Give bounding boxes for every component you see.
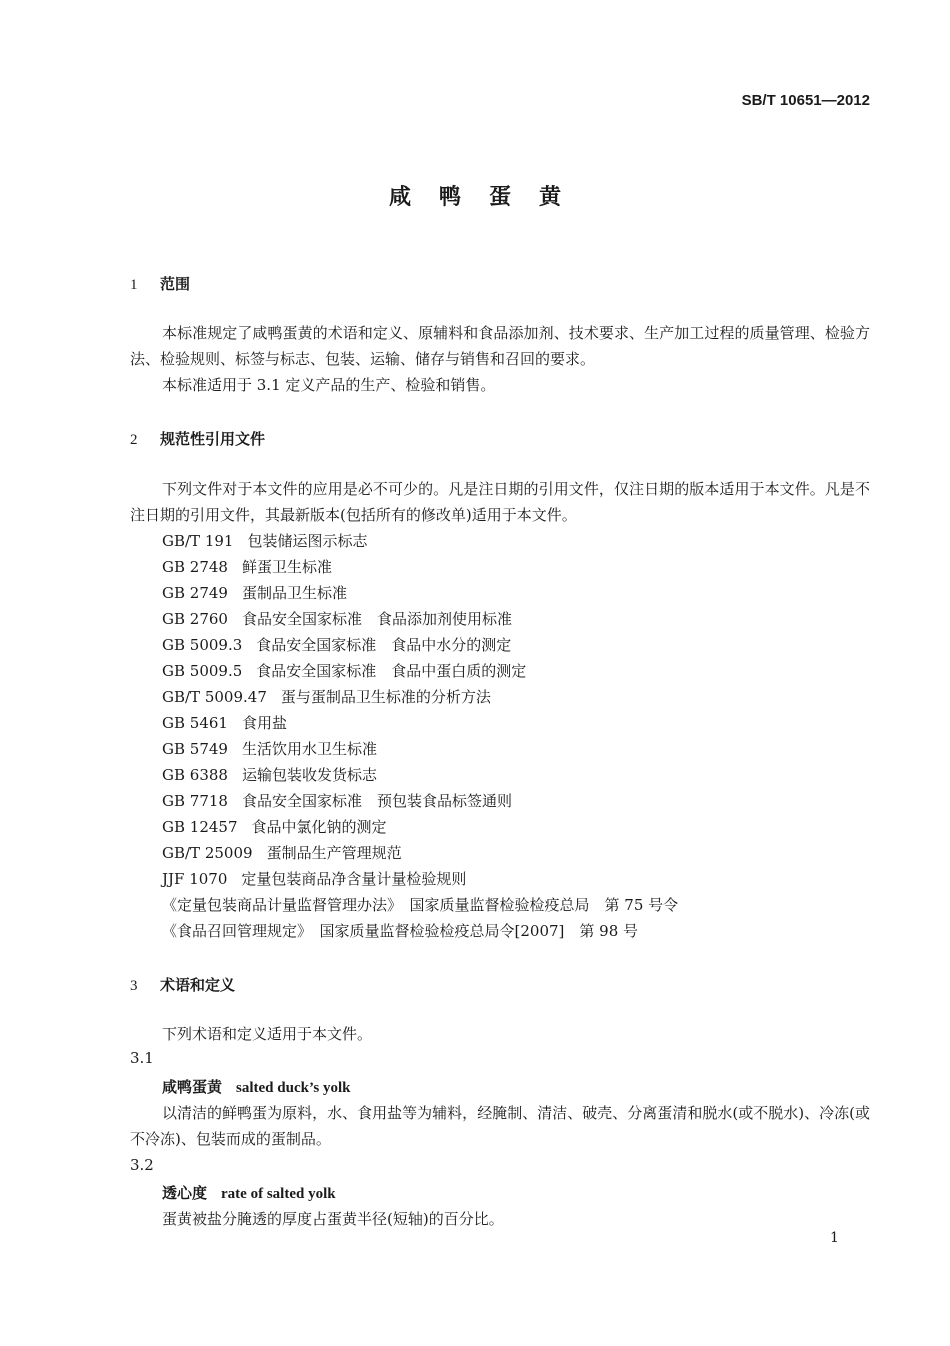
reference-code: GB 6388 xyxy=(162,766,228,784)
reference-item xyxy=(162,790,512,811)
section-title: 范围 xyxy=(160,275,191,293)
reference-item xyxy=(162,764,377,785)
standard-number: SB/T 10651—2012 xyxy=(741,92,870,109)
term-title xyxy=(162,1076,351,1097)
reference-code: GB 2748 xyxy=(162,558,228,576)
reference-code: GB 5009.3 xyxy=(162,636,243,654)
reference-code: GB/T 5009.47 xyxy=(162,688,267,706)
regulation-item: 《定量包装商品计量监督管理办法》 国家质量监督检验检疫总局 第 75 号令 xyxy=(162,896,679,914)
term-number: 3.1 xyxy=(130,1049,154,1067)
reference-name: 食品安全国家标准 食品中蛋白质的测定 xyxy=(256,662,527,680)
section-number: 2 xyxy=(130,432,138,448)
term-definition: 以清洁的鲜鸭蛋为原料，水、食用盐等为辅料，经腌制、清洁、破壳、分离蛋清和脱水(或不脱水)、冷冻(或不冷冻)、包装而成的蛋制品。 xyxy=(130,1104,870,1148)
section-number: 3 xyxy=(130,978,138,994)
section-1-paragraph-2: 本标准适用于 3.1 定义产品的生产、检验和销售。 xyxy=(162,376,496,394)
reference-item xyxy=(162,842,402,863)
reference-name: 食品中氯化钠的测定 xyxy=(251,818,387,836)
regulation-item: 《食品召回管理规定》 国家质量监督检验检疫总局令[2007] 第 98 号 xyxy=(162,922,639,940)
reference-code: JJF 1070 xyxy=(162,870,228,888)
reference-code: GB/T 25009 xyxy=(162,844,253,862)
reference-item xyxy=(162,530,367,551)
reference-code: GB/T 191 xyxy=(162,532,234,550)
reference-item xyxy=(162,634,511,655)
section-1-heading xyxy=(130,273,190,294)
term-chinese: 咸鸭蛋黄 xyxy=(162,1078,223,1096)
reference-code: GB 5461 xyxy=(162,714,228,732)
term-chinese: 透心度 xyxy=(162,1184,208,1202)
reference-name: 蛋与蛋制品卫生标准的分析方法 xyxy=(280,688,491,706)
reference-name: 定量包装商品净含量计量检验规则 xyxy=(241,870,467,888)
term-number: 3.2 xyxy=(130,1156,154,1174)
reference-item xyxy=(162,582,347,603)
reference-item xyxy=(162,712,287,733)
page-number: 1 xyxy=(830,1230,839,1246)
reference-item xyxy=(162,556,332,577)
reference-name: 食品安全国家标准 食品添加剂使用标准 xyxy=(241,610,512,628)
reference-code: GB 5009.5 xyxy=(162,662,243,680)
term-english: rate of salted yolk xyxy=(221,1186,336,1202)
section-title: 规范性引用文件 xyxy=(160,430,266,448)
reference-name: 食品安全国家标准 预包装食品标签通则 xyxy=(241,792,512,810)
section-3-heading xyxy=(130,974,235,995)
reference-code: GB 7718 xyxy=(162,792,228,810)
reference-code: GB 5749 xyxy=(162,740,228,758)
section-title: 术语和定义 xyxy=(160,976,236,994)
reference-name: 蛋制品生产管理规范 xyxy=(266,844,402,862)
reference-name: 运输包装收发货标志 xyxy=(241,766,377,784)
reference-name: 食用盐 xyxy=(241,714,287,732)
section-1-paragraph-1: 本标准规定了咸鸭蛋黄的术语和定义、原辅料和食品添加剂、技术要求、生产加工过程的质量管理、检验方法、检验规则、标签与标志、包装、运输、储存与销售和召回的要求。 xyxy=(130,324,870,368)
reference-code: GB 2749 xyxy=(162,584,228,602)
reference-item xyxy=(162,816,387,837)
page-title: 咸鸭蛋黄 xyxy=(388,185,589,210)
reference-item xyxy=(162,686,491,707)
reference-item xyxy=(162,608,512,629)
section-number: 1 xyxy=(130,277,138,293)
reference-item xyxy=(162,868,466,889)
term-english: salted duck’s yolk xyxy=(236,1080,351,1096)
reference-name: 包装储运图示标志 xyxy=(247,532,368,550)
reference-item xyxy=(162,660,526,681)
term-definition: 蛋黄被盐分腌透的厚度占蛋黄半径(短轴)的百分比。 xyxy=(162,1210,504,1228)
reference-name: 生活饮用水卫生标准 xyxy=(241,740,377,758)
reference-code: GB 2760 xyxy=(162,610,228,628)
term-title xyxy=(162,1182,336,1203)
section-3-intro: 下列术语和定义适用于本文件。 xyxy=(162,1025,373,1043)
section-2-paragraph: 下列文件对于本文件的应用是必不可少的。凡是注日期的引用文件，仅注日期的版本适用于本文件。凡是不注日期的引用文件，其最新版本(包括所有的修改单)适用于本文件。 xyxy=(130,480,870,524)
reference-name: 鲜蛋卫生标准 xyxy=(241,558,332,576)
reference-item xyxy=(162,738,377,759)
section-2-heading xyxy=(130,428,265,449)
reference-name: 蛋制品卫生标准 xyxy=(241,584,347,602)
reference-name: 食品安全国家标准 食品中水分的测定 xyxy=(256,636,512,654)
reference-code: GB 12457 xyxy=(162,818,238,836)
